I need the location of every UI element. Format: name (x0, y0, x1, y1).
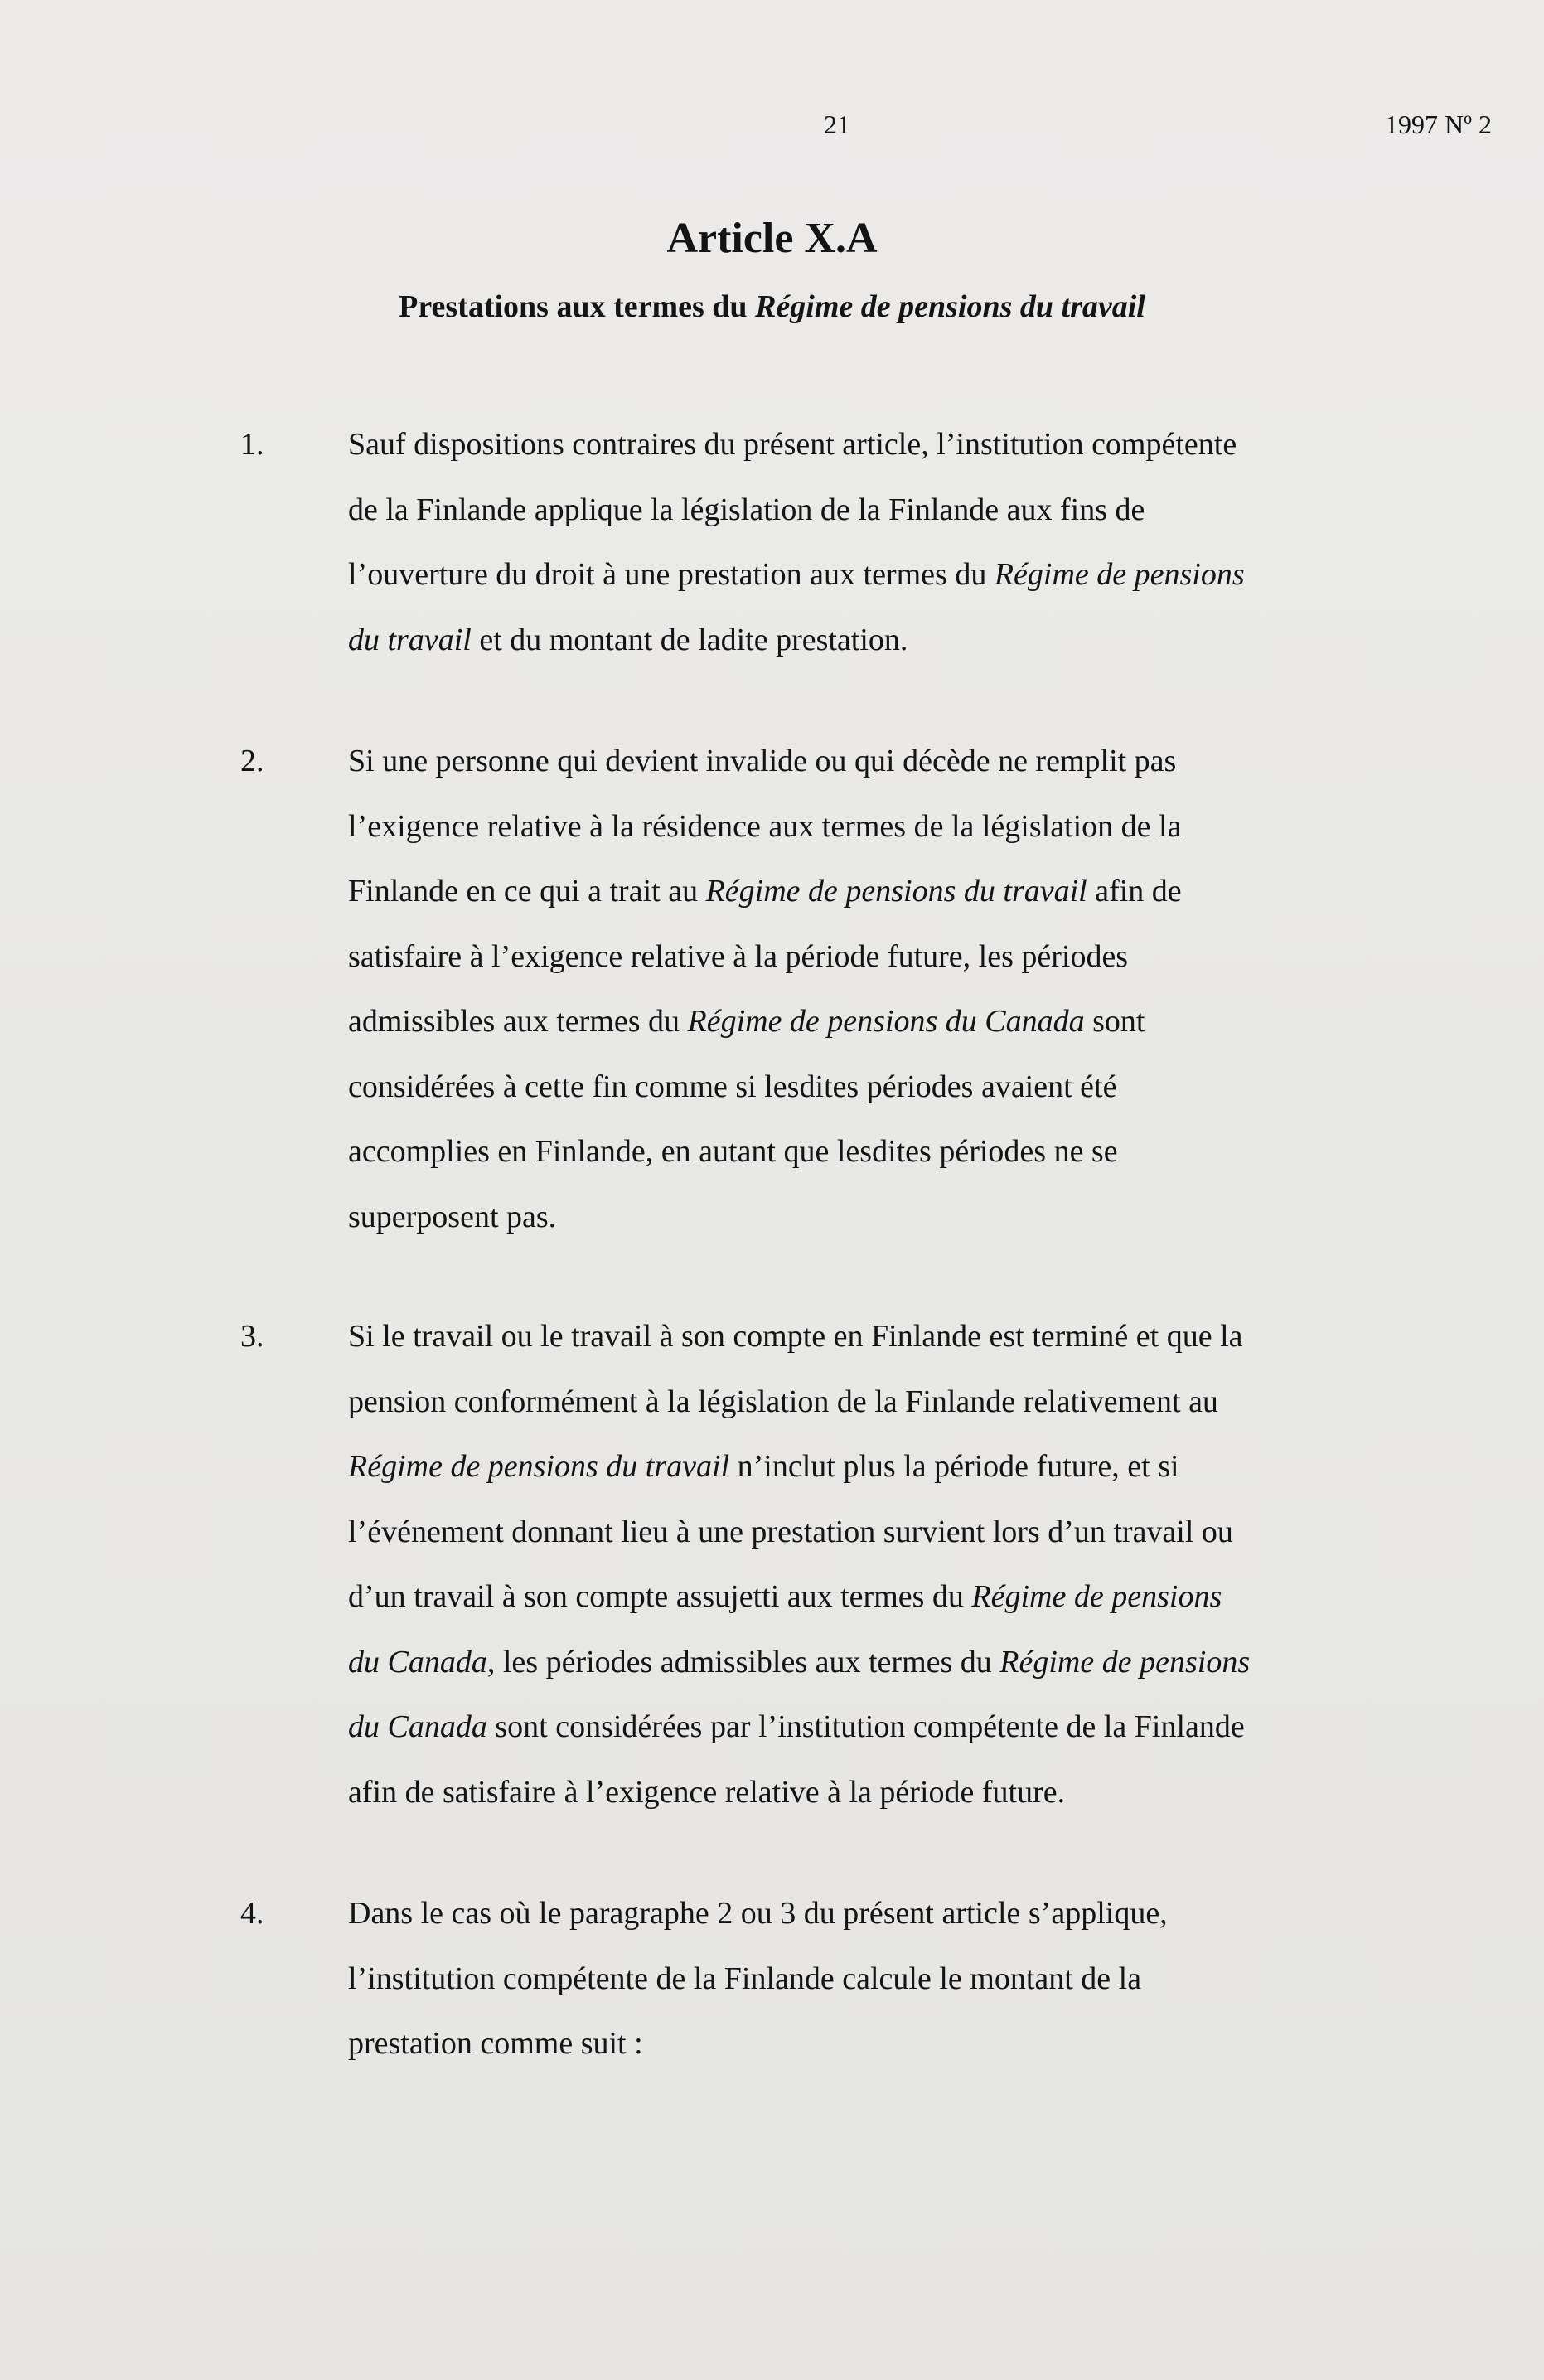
text-segment: considérées à cette fin comme si lesdites périodes avaient été (348, 1069, 1117, 1104)
text-line (348, 608, 1442, 673)
text-segment: accomplies en Finlande, en autant que lesdites périodes ne se (348, 1134, 1118, 1169)
paragraph-text (348, 729, 1442, 1249)
text-line (348, 1119, 1442, 1185)
text-line (348, 1760, 1442, 1825)
text-line (348, 859, 1442, 924)
text-line (348, 1630, 1442, 1695)
text-segment: sont (1084, 1004, 1145, 1039)
text-segment: l’événement donnant lieu à une prestation survient lors d’un travail ou (348, 1514, 1233, 1549)
article-subtitle (0, 288, 1544, 325)
italic-text-segment: Régime de pensions (994, 557, 1245, 592)
text-segment: pension conformément à la législation de la Finlande relativement au (348, 1384, 1218, 1419)
text-segment: , les périodes admissibles aux termes du (486, 1644, 1000, 1680)
text-line (348, 542, 1442, 608)
text-line (348, 924, 1442, 990)
italic-text-segment: Régime de pensions (999, 1644, 1251, 1680)
text-segment: d’un travail à son compte assujetti aux termes du (348, 1579, 972, 1614)
text-line (348, 1500, 1442, 1565)
text-segment: prestation comme suit : (348, 2026, 643, 2061)
text-line (348, 1694, 1442, 1760)
article-title: Article X.A (666, 215, 878, 262)
paragraph-number: 3. (240, 1319, 264, 1354)
text-segment: admissibles aux termes du (348, 1004, 688, 1039)
text-line (348, 1434, 1442, 1500)
text-line (348, 1185, 1442, 1250)
text-segment: Si le travail ou le travail à son compte en Finlande est terminé et que la (348, 1319, 1243, 1354)
page-number: 21 (824, 109, 850, 139)
text-line (348, 1304, 1442, 1369)
paragraph-text (348, 1881, 1442, 2077)
text-line (348, 794, 1442, 860)
text-line (348, 2011, 1442, 2077)
text-line (348, 477, 1442, 543)
italic-text-segment: Régime de pensions du travail (348, 1449, 730, 1484)
text-line (348, 1881, 1442, 1946)
text-segment: Dans le cas où le paragraphe 2 ou 3 du présent article s’applique, (348, 1896, 1168, 1931)
paragraph-number: 1. (240, 427, 264, 462)
text-line (348, 989, 1442, 1054)
article-subtitle-italic: Régime de pensions du travail (755, 289, 1145, 324)
text-line (348, 412, 1442, 477)
document-reference: 1997 Nº 2 (1384, 109, 1492, 139)
text-segment: afin de satisfaire à l’exigence relative à la période future. (348, 1774, 1066, 1810)
italic-text-segment: du Canada (348, 1644, 487, 1680)
text-segment: l’ouverture du droit à une prestation aux termes du (348, 557, 995, 592)
text-line (348, 1369, 1442, 1435)
text-segment: n’inclut plus la période future, et si (729, 1449, 1179, 1484)
article-subtitle-prefix: Prestations aux termes du (399, 289, 756, 324)
text-segment: Si une personne qui devient invalide ou qui décède ne remplit pas (348, 744, 1177, 778)
text-segment: satisfaire à l’exigence relative à la période future, les périodes (348, 938, 1129, 974)
paragraph-text (348, 1304, 1442, 1825)
italic-text-segment: du travail (348, 622, 472, 657)
text-segment: et du montant de ladite prestation. (471, 622, 908, 657)
text-segment: afin de (1087, 874, 1182, 909)
text-segment: l’exigence relative à la résidence aux termes de la législation de la (348, 808, 1182, 844)
paragraph-text (348, 412, 1442, 672)
italic-text-segment: Régime de pensions (971, 1579, 1222, 1614)
text-segment: sont considérées par l’institution compétente de la Finlande (486, 1709, 1245, 1744)
italic-text-segment: Régime de pensions du travail (705, 874, 1087, 909)
italic-text-segment: Régime de pensions du Canada (687, 1004, 1085, 1039)
text-segment: Finlande en ce qui a trait au (348, 874, 706, 909)
text-segment: superposent pas. (348, 1199, 557, 1234)
text-line (348, 1946, 1442, 2012)
text-line (348, 729, 1442, 794)
text-segment: de la Finlande applique la législation de la Finlande aux fins de (348, 492, 1145, 527)
text-line (348, 1564, 1442, 1630)
text-line (348, 1054, 1442, 1120)
italic-text-segment: du Canada (348, 1709, 487, 1744)
text-segment: Sauf dispositions contraires du présent article, l’institution compétente (348, 427, 1237, 462)
paragraph-number: 2. (240, 744, 264, 778)
paragraph-number: 4. (240, 1896, 264, 1931)
text-segment: l’institution compétente de la Finlande calcule le montant de la (348, 1961, 1142, 1996)
